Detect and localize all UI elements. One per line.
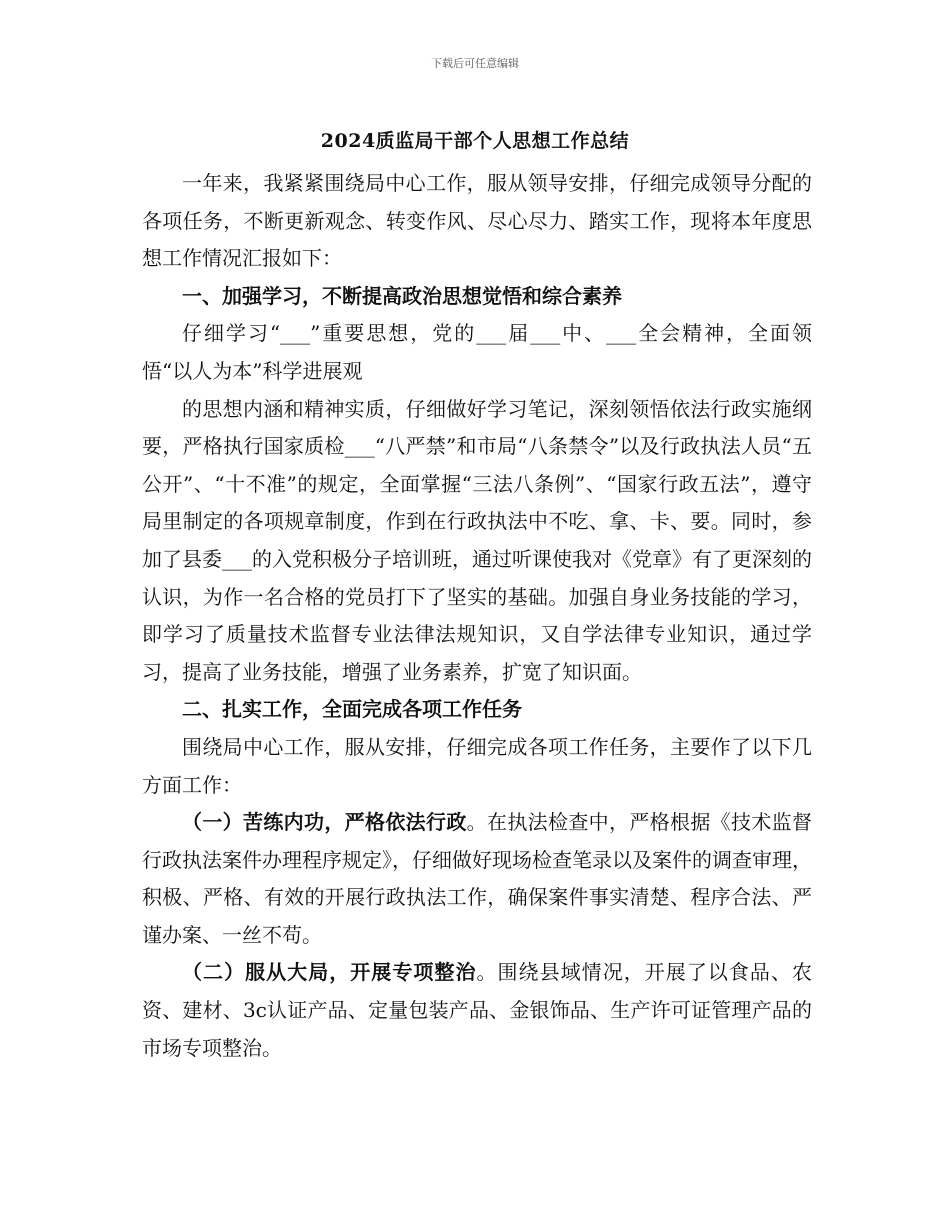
item-1-lead: （一）苦练内功，严格依法行政	[182, 810, 467, 835]
item-2-text: 。围绕县域情况，开展了以食品、农资、建材、3c认证产品、定量包装产品、金银饰品、生产许可证管理产品的市场专项整治。	[142, 960, 813, 1060]
document-body	[142, 165, 812, 1067]
section2-item-2	[142, 954, 812, 1067]
section-heading-1: 一、加强学习，不断提高政治思想觉悟和综合素养	[182, 283, 622, 308]
section2-intro-paragraph: 围绕局中心工作，服从安排，仔细完成各项工作任务，主要作了以下几方面工作：	[142, 734, 812, 797]
intro-paragraph: 一年来，我紧紧围绕局中心工作，服从领导安排，仔细完成领导分配的各项任务，不断更新观念、转变作风、尽心尽力、踏实工作，现将本年度思想工作情况汇报如下：	[142, 171, 812, 271]
section1-paragraph-1: 仔细学习“___”重要思想，党的___届___中、___全会精神，全面领悟“以人为本”科学进展观	[142, 321, 812, 383]
item-1-text: 。在执法检查中，严格根据《技术监督行政执法案件办理程序规定》，仔细做好现场检查笔录以及案件的调查审理，积极、严格、有效的开展行政执法工作，确保案件事实清楚、程序合法、严谨办案、一丝不苟。	[142, 810, 813, 947]
section1-paragraph-2: 的思想内涵和精神实质，仔细做好学习笔记，深刻领悟依法行政实施纲要，严格执行国家质检___“八严禁”和市局“八条禁令”以及行政执法人员“五公开”、“十不准”的规定，全面掌握“三法八条例”、“国家行政五法”，遵守局里制定的各项规章制度，作到在行政执法中不吃、拿、卡、要。同时，参加了县委___的入党积极分子培训班，通过听课使我对《党章》有了更深刻的认识，为作一名合格的党员打下了坚实的基础。加强自身业务技能的学习，即学习了质量技术监督专业法律法规知识，又自学法律专业知识，通过学习，提高了业务技能，增强了业务素养，扩宽了知识面。	[142, 396, 812, 684]
item-2-lead: （二）服从大局，开展专项整治	[182, 960, 477, 985]
section2-item-1	[142, 804, 812, 954]
section-heading-2: 二、扎实工作，全面完成各项工作任务	[182, 697, 522, 722]
page-header-note: 下载后可任意编辑	[431, 57, 519, 70]
document-title: 2024质监局干部个人思想工作总结	[320, 130, 630, 152]
